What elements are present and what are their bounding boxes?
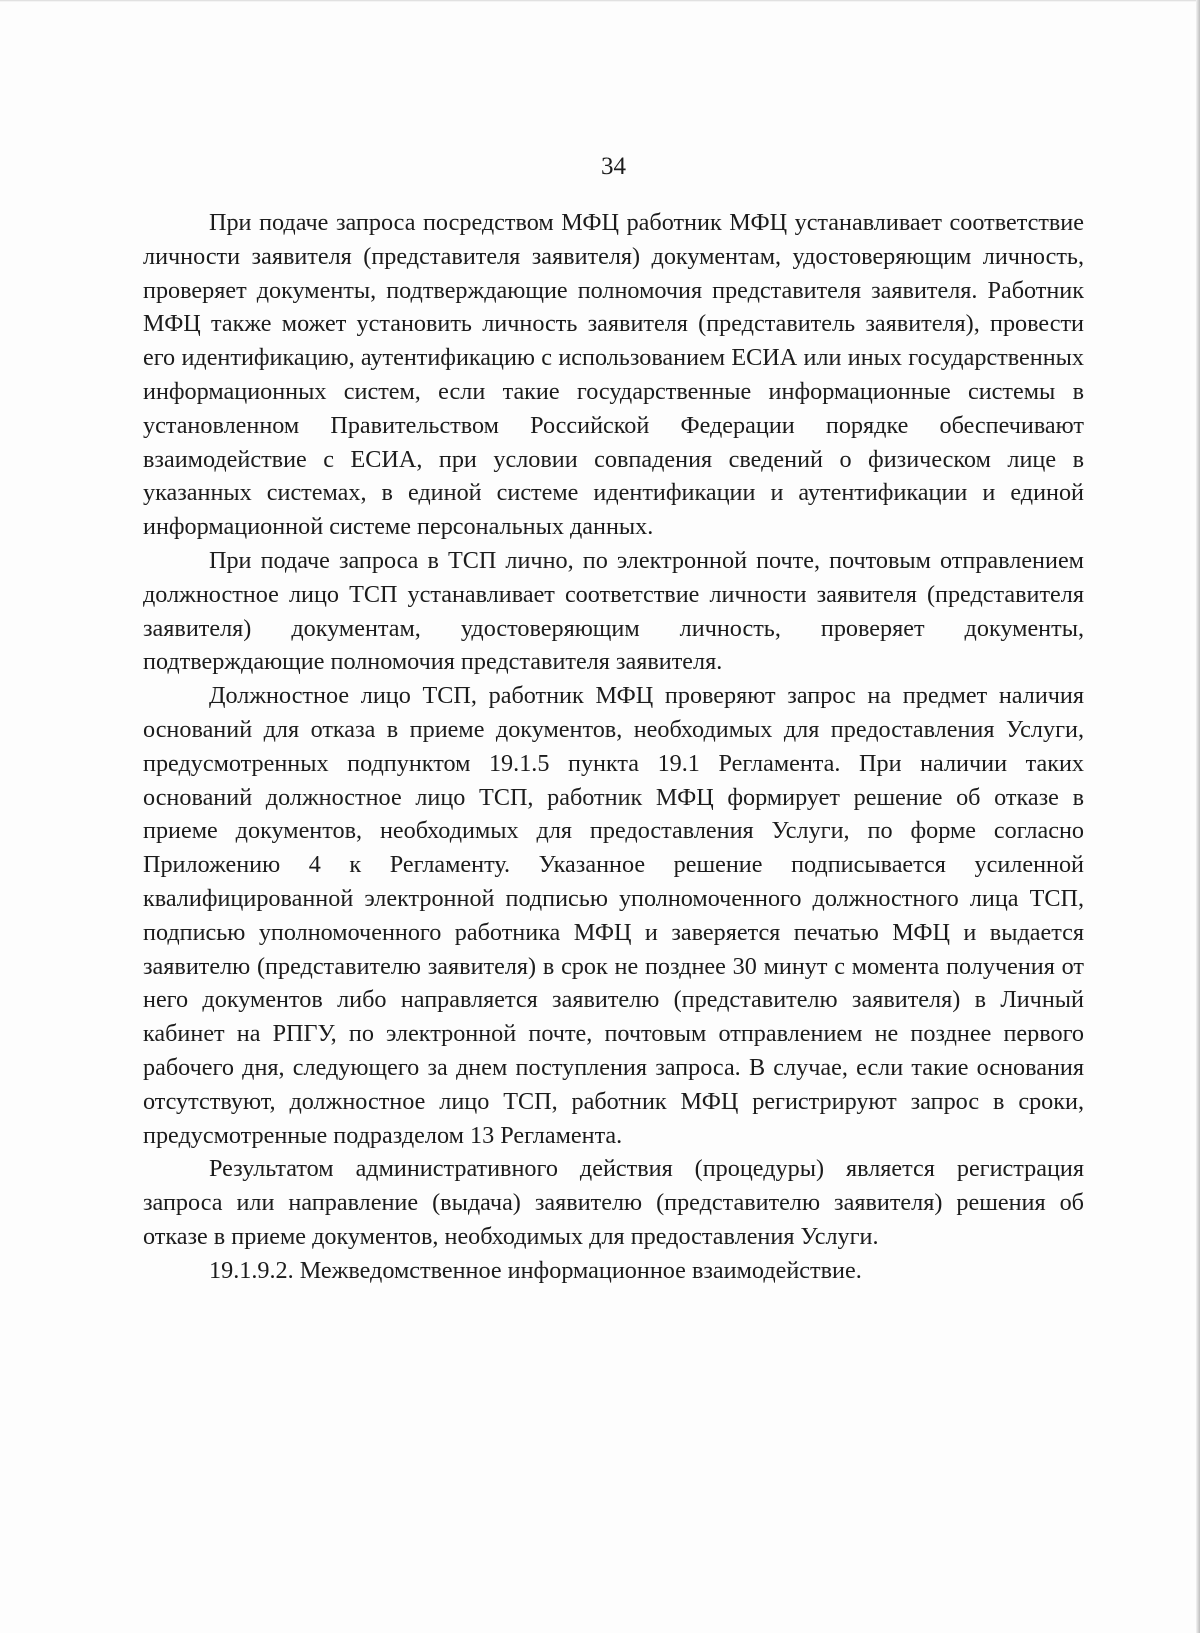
paragraph-result: Результатом административного действия (процедуры) является регистрация запроса или направление (выдача) заявителю (представителю заявителя) решения об отказе в приеме документов, необходимых для предоставления Услуги. — [143, 1155, 1084, 1250]
body-text — [143, 206, 1084, 1288]
paragraph-refusal-grounds: Должностное лицо ТСП, работник МФЦ проверяют запрос на предмет наличия оснований для отказа в приеме документов, необходимых для предоставления Услуги, предусмотренных подпунктом 19.1.5 пункта 19.1 Регламента. При наличии таких оснований должностное лицо ТСП, работник МФЦ формирует решение об отказе в приеме документов, необходимых для предоставления Услуги, по форме согласно Приложению 4 к Регламенту. Указанное решение подписывается усиленной квалифицированной электронной подписью уполномоченного должностного лица ТСП, подписью уполномоченного работника МФЦ и заверяется печатью МФЦ и выдается заявителю (представителю заявителя) в срок не позднее 30 минут с момента получения от него документов либо направляется заявителю (представителю заявителя) в Личный кабинет на РПГУ, по электронной почте, почтовым отправлением не позднее первого рабочего дня, следующего за днем поступления запроса. В случае, если такие основания отсутствуют, должностное лицо ТСП, работник МФЦ регистрируют запрос в сроки, предусмотренные подразделом 13 Регламента. — [143, 682, 1084, 1149]
paragraph-mfc-identity-check: При подаче запроса посредством МФЦ работник МФЦ устанавливает соответствие личности заявителя (представителя заявителя) документам, удостоверяющим личность, проверяет документы, подтверждающие полномочия представителя заявителя. Работник МФЦ также может установить личность заявителя (представитель заявителя), провести его идентификацию, аутентификацию с использованием ЕСИА или иных государственных информационных систем, если такие государственные информационные системы в установленном Правительством Российской Федерации порядке обеспечивают взаимодействие с ЕСИА, при условии совпадения сведений о физическом лице в указанных системах, в единой системе идентификации и аутентификации и единой информационной системе персональных данных. — [143, 209, 1084, 541]
scan-edge-top — [0, 0, 1200, 2]
scan-edge-right — [1196, 0, 1200, 1633]
paragraph-tsp-identity-check: При подаче запроса в ТСП лично, по электронной почте, почтовым отправлением должностное лицо ТСП устанавливает соответствие личности заявителя (представителя заявителя) документам, удостоверяющим личность, проверяет документы, подтверждающие полномочия представителя заявителя. — [143, 546, 1084, 676]
paragraph-section-heading: 19.1.9.2. Межведомственное информационное взаимодействие. — [209, 1256, 862, 1284]
page-number: 34 — [601, 153, 626, 180]
